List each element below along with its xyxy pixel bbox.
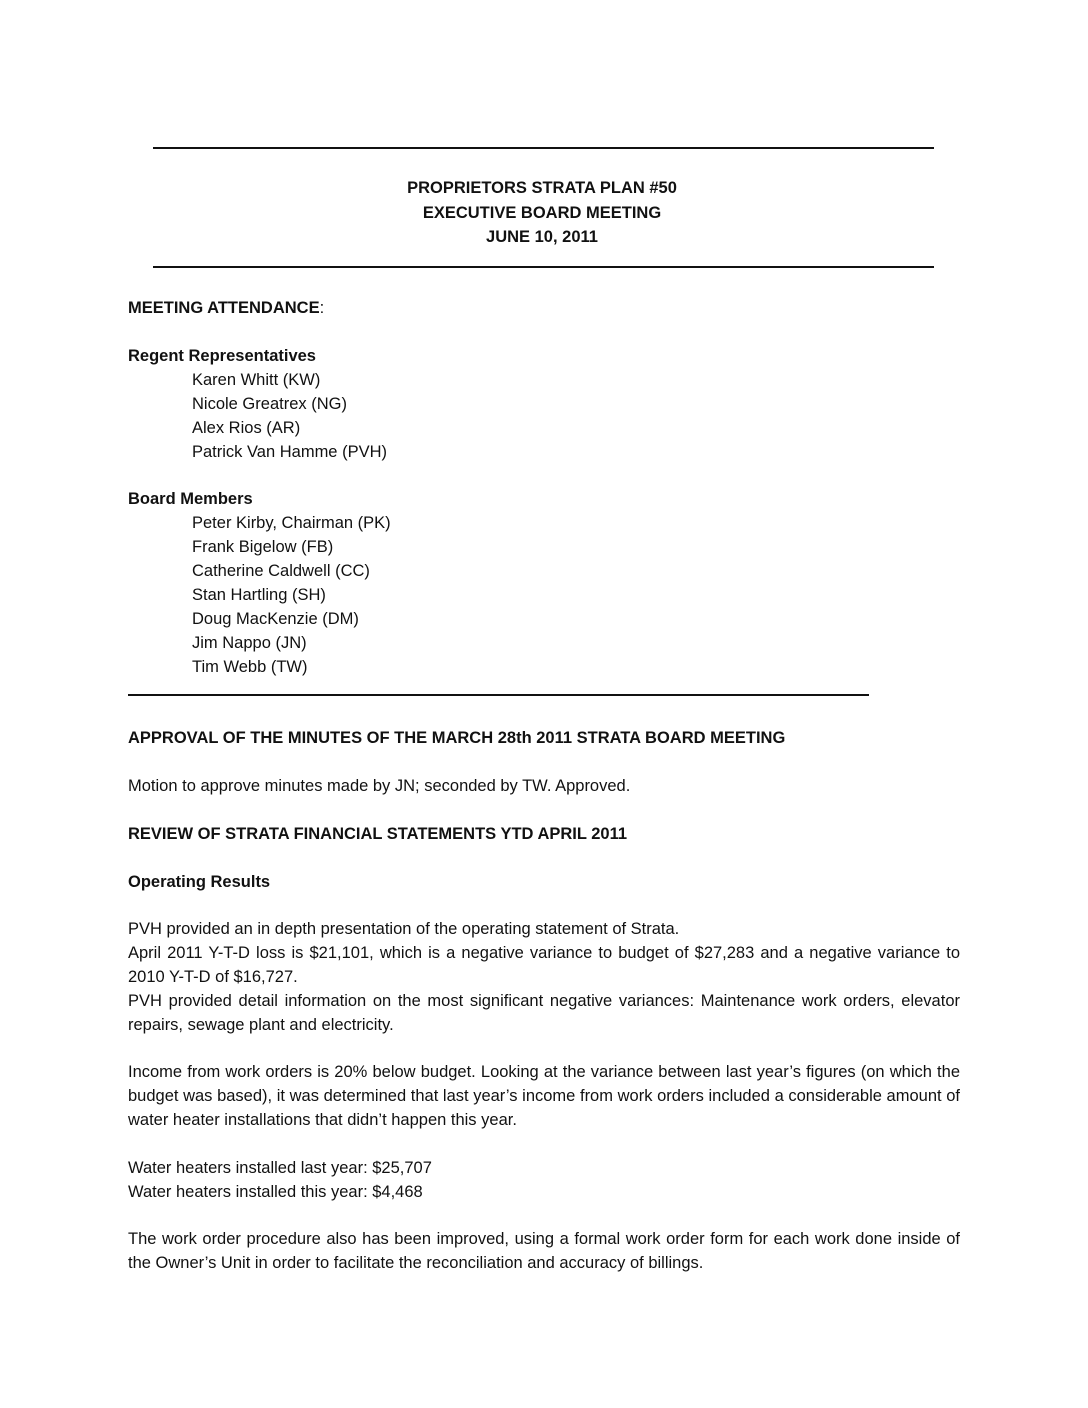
paragraph-line: PVH provided detail information on the most significant negative variances: Maintenance work orders, elevator repairs, sewage plant and electricity. <box>128 992 960 1034</box>
list-item: Alex Rios (AR) <box>192 419 301 437</box>
operating-paragraph-2: Income from work orders is 20% below budget. Looking at the variance between last year’s figures (on which the budget was based), it was determined that last year’s income from work orders included a considerable amount of water heater installations that didn’t happen this year. <box>128 1063 960 1129</box>
water-heater-figures <box>128 1156 960 1204</box>
header-date: JUNE 10, 2011 <box>486 228 598 246</box>
regent-list <box>192 368 387 464</box>
document-header <box>150 176 934 250</box>
review-heading: REVIEW OF STRATA FINANCIAL STATEMENTS YTD APRIL 2011 <box>128 825 628 843</box>
paragraph-line: PVH provided an in depth presentation of the operating statement of Strata. <box>128 920 680 938</box>
board-heading: Board Members <box>128 490 253 508</box>
header-bottom-rule <box>153 266 934 268</box>
header-top-rule <box>153 147 934 149</box>
regent-heading: Regent Representatives <box>128 347 316 365</box>
header-meeting-type: EXECUTIVE BOARD MEETING <box>422 203 662 222</box>
list-item: Nicole Greatrex (NG) <box>192 395 347 413</box>
paragraph-line: April 2011 Y-T-D loss is $21,101, which is a negative variance to budget of $27,283 and a negative variance to 2010 Y-T-D of $16,727. <box>128 944 960 986</box>
attendance-heading-colon: : <box>319 299 325 317</box>
operating-paragraph-1 <box>128 917 960 1037</box>
approval-motion: Motion to approve minutes made by JN; seconded by TW. Approved. <box>128 777 631 795</box>
attendance-heading-text: MEETING ATTENDANCE <box>128 299 320 317</box>
list-item: Frank Bigelow (FB) <box>192 538 334 556</box>
list-item: Peter Kirby, Chairman (PK) <box>192 514 391 532</box>
list-item: Karen Whitt (KW) <box>192 371 321 389</box>
list-item: Stan Hartling (SH) <box>192 586 326 604</box>
list-item: Patrick Van Hamme (PVH) <box>192 443 387 461</box>
list-item: Doug MacKenzie (DM) <box>192 610 359 628</box>
operating-paragraph-3: The work order procedure also has been improved, using a formal work order form for each work done inside of the Owner’s Unit in order to facilitate the reconciliation and accuracy of billings. <box>128 1230 960 1272</box>
header-organization: PROPRIETORS STRATA PLAN #50 <box>407 179 677 197</box>
list-item: Jim Nappo (JN) <box>192 634 307 652</box>
list-item: Catherine Caldwell (CC) <box>192 562 370 580</box>
heaters-last-year: Water heaters installed last year: $25,707 <box>128 1159 432 1177</box>
attendance-heading <box>128 296 324 320</box>
heaters-this-year: Water heaters installed this year: $4,468 <box>128 1183 423 1201</box>
board-list <box>192 511 391 679</box>
list-item: Tim Webb (TW) <box>192 658 308 676</box>
approval-heading: APPROVAL OF THE MINUTES OF THE MARCH 28th 2011 STRATA BOARD MEETING <box>128 729 786 747</box>
attendance-bottom-rule <box>128 694 869 696</box>
operating-results-heading: Operating Results <box>128 873 271 891</box>
